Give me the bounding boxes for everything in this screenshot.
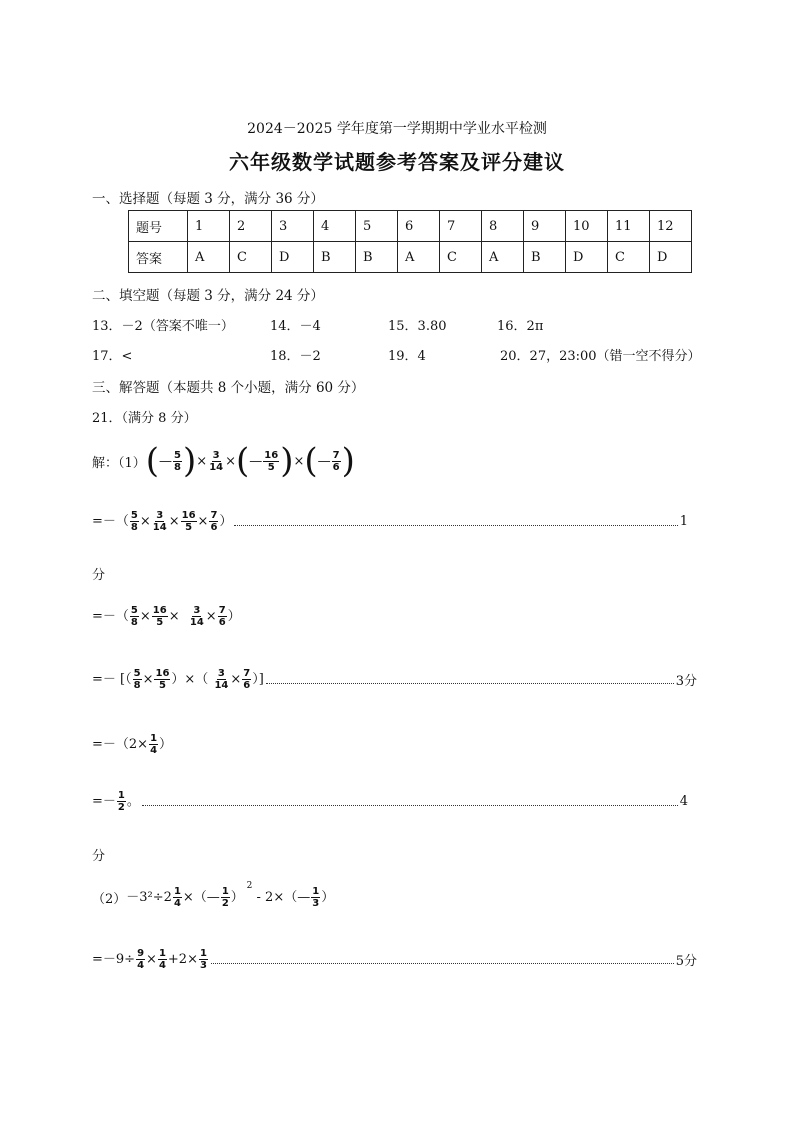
score-unit: 分 — [92, 568, 106, 583]
answer-cell: A — [482, 242, 524, 273]
solve-prefix: 解：（1） — [92, 455, 146, 471]
question-number-cell: 3 — [272, 211, 314, 242]
row-label: 题号 — [129, 211, 188, 242]
dotted-leader — [211, 955, 674, 964]
solution-step-4: =－（2× $\frac{1}{4}$ ） — [92, 733, 173, 756]
section2-heading: 二、填空题（每题 3 分，满分 24 分） — [92, 288, 324, 304]
answer-cell: B — [524, 242, 566, 273]
solution-step-3: =－ [（ $\frac{5}{8}$ × $\frac{16}{5}$ ）×（ $\frac{3}{14}$ × $\frac{7}{6}$ ）] 3分 — [92, 668, 697, 691]
part2-prefix: （2） — [92, 892, 127, 907]
dotted-leader — [142, 797, 678, 806]
exam-subtitle: 2024－2025 学年度第一学期期中学业水平检测 — [247, 121, 547, 137]
answer-cell: B — [314, 242, 356, 273]
dotted-leader — [266, 675, 674, 684]
row-label: 答案 — [129, 242, 188, 273]
fill-answer-20: 20．27，23:00（错一空不得分） — [500, 349, 701, 364]
answer-cell: C — [608, 242, 650, 273]
fill-answer-19: 19．4 — [388, 349, 426, 364]
answer-cell: C — [230, 242, 272, 273]
fill-answer-17: 17．< — [92, 349, 133, 364]
answer-cell: D — [650, 242, 692, 273]
score-unit: 分 — [92, 849, 106, 864]
score-mark: 3分 — [675, 674, 697, 689]
solution-step-2: =－（ $\frac{5}{8}$ × $\frac{16}{5}$ × $\frac{3}{14}$ × $\frac{7}{6}$ ） — [92, 605, 241, 628]
fill-answer-16: 16．2π — [497, 319, 544, 334]
score-mark: 5分 — [675, 954, 697, 969]
question-number-cell: 2 — [230, 211, 272, 242]
problem-1-expression: 解：（1） ( — $\frac{5}{8}$ ) × $\frac{3}{14}$ × ( — $\frac{16}{5}$ ) × ( — $\frac{7}{6}$ ) — [92, 441, 355, 481]
answer-cell: A — [398, 242, 440, 273]
answer-cell: D — [566, 242, 608, 273]
answer-cell: D — [272, 242, 314, 273]
question-number-cell: 5 — [356, 211, 398, 242]
answer-cell: B — [356, 242, 398, 273]
page-title: 六年级数学试题参考答案及评分建议 — [229, 150, 565, 174]
answer-cell: C — [440, 242, 482, 273]
solution-step-6: =－9÷ $\frac{9}{4}$ × $\frac{1}{4}$ +2× $\frac{1}{3}$ 5分 — [92, 948, 697, 971]
question-number-cell: 6 — [398, 211, 440, 242]
solution-step-5: =－ $\frac{1}{2}$ 。 4 — [92, 790, 688, 813]
question-number-cell: 12 — [650, 211, 692, 242]
question-number-cell: 9 — [524, 211, 566, 242]
q21-heading: 21．（满分 8 分） — [92, 411, 197, 426]
question-number-cell: 10 — [566, 211, 608, 242]
dotted-leader — [234, 517, 677, 526]
table-row-answers — [129, 242, 692, 273]
question-number-cell: 1 — [188, 211, 230, 242]
problem-2-expression: （2） －3²÷2 $\frac{1}{4}$ ×（— $\frac{1}{2}$ ） $^2$ - 2×（— $\frac{1}{3}$ ） — [92, 880, 335, 909]
question-number-cell: 8 — [482, 211, 524, 242]
question-number-cell: 11 — [608, 211, 650, 242]
solution-step-1: =－（ $\frac{5}{8}$ × $\frac{3}{14}$ × $\frac{16}{5}$ × $\frac{7}{6}$ ） 1 — [92, 510, 688, 533]
score-mark: 1 — [679, 514, 688, 529]
answer-cell: A — [188, 242, 230, 273]
fill-answer-14: 14．－4 — [270, 319, 321, 334]
section3-heading: 三、解答题（本题共 8 个小题，满分 60 分） — [92, 380, 365, 396]
question-number-cell: 4 — [314, 211, 356, 242]
section1-heading: 一、选择题（每题 3 分，满分 36 分） — [92, 191, 324, 207]
fill-answer-18: 18．－2 — [270, 349, 321, 364]
question-number-cell: 7 — [440, 211, 482, 242]
fill-answer-15: 15．3.80 — [388, 319, 447, 334]
score-mark: 4 — [679, 794, 688, 809]
fill-answer-13: 13．－2（答案不唯一） — [92, 319, 234, 334]
answer-table — [128, 210, 692, 273]
table-row-numbers — [129, 211, 692, 242]
